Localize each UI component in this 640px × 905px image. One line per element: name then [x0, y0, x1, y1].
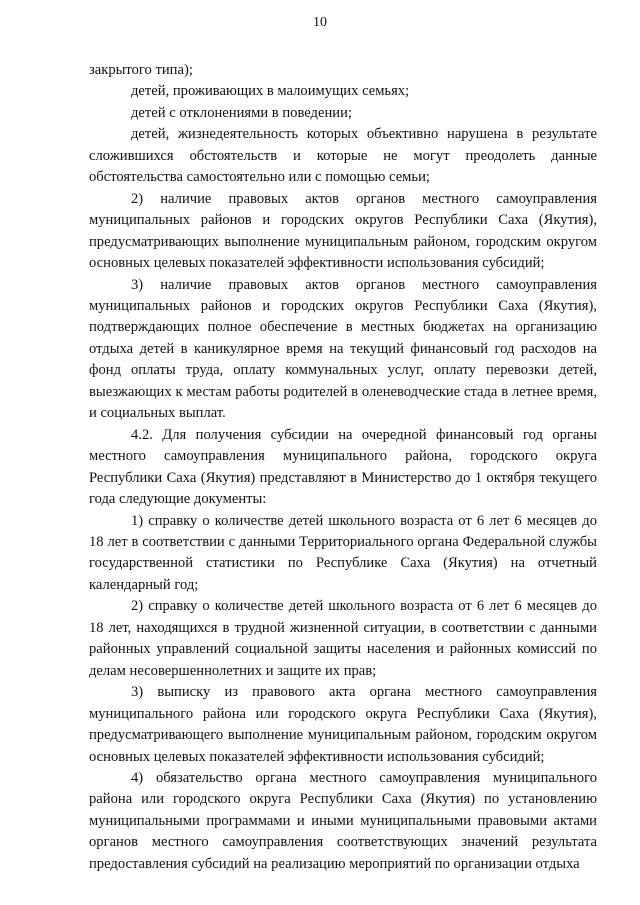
- paragraph: 1) справку о количестве детей школьного возраста от 6 лет 6 месяцев до 18 лет в соответствии с данными Территориального органа Федеральной службы государственной статистики по Республике Саха (Якутия) на отчетный календарный год;: [89, 512, 597, 593]
- paragraph: 4) обязательство органа местного самоуправления муниципального района или городского округа Республики Саха (Якутия) по установлению муниципальными программами и иными муниципальными правовыми актами органов местного самоуправления соответствующих значений результата предоставления субсидий на реализацию мероприятий по организации отдыха: [89, 769, 597, 872]
- paragraph: 3) наличие правовых актов органов местного самоуправления муниципальных районов и городских округов Республики Саха (Якутия), подтверждающих полное обеспечение в местных бюджетах на организацию отдыха детей в каникулярное время на текущий финансовый год расходов на фонд оплаты труда, оплату коммунальных услуг, оплату перевозки детей, выезжающих к местам работы родителей в оленеводческие стада в летнее время, и социальных выплат.: [89, 276, 597, 422]
- paragraph: 2) справку о количестве детей школьного возраста от 6 лет 6 месяцев до 18 лет, находящихся в трудной жизненной ситуации, в соответствии с данными районных управлений социальной защиты населения и районных комиссий по делам несовершеннолетних и защите их прав;: [89, 598, 597, 679]
- paragraph: 2) наличие правовых актов органов местного самоуправления муниципальных районов и городских округов Республики Саха (Якутия), предусматривающих выполнение муниципальным районом, городским округом основных целевых показателей эффективности использования субсидий;: [89, 190, 597, 272]
- paragraph: 3) выписку из правового акта органа местного самоуправления муниципального района или городского округа Республики Саха (Якутия), предусматривающего выполнение муниципальным районом, городским округом основных целевых показателей эффективности использования субсидий;: [89, 684, 597, 765]
- paragraph: детей с отклонениями в поведении;: [131, 104, 352, 121]
- paragraph: 4.2. Для получения субсидии на очередной финансовый год органы местного самоуправления муниципального района, городского округа Республики Саха (Якутия) представляют в Министерство до 1 октября текущего года следующие документы:: [89, 426, 597, 508]
- page-number: 10: [313, 15, 327, 30]
- paragraph: детей, жизнедеятельность которых объективно нарушена в результате сложившихся обстоятельств и которые не могут преодолеть данные обстоятельства самостоятельно или с помощью семьи;: [89, 126, 597, 186]
- paragraph: закрытого типа);: [89, 62, 193, 78]
- document-body: [89, 60, 597, 875]
- paragraph: детей, проживающих в малоимущих семьях;: [131, 83, 410, 100]
